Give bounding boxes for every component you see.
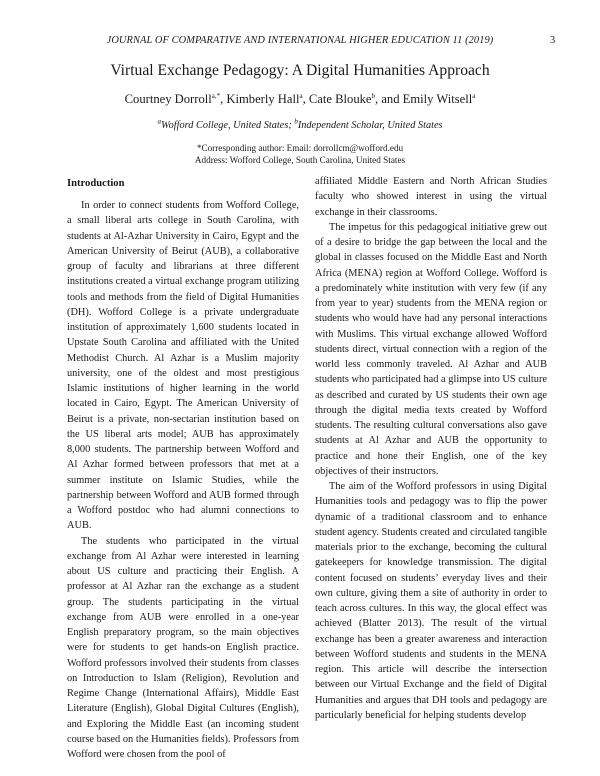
page-number: 3 [550, 35, 556, 46]
author-list: Courtney Dorroll$^{a,*}$, Kimberly Hall$^a$, Cate Blouke$^b$, and Emily Witsell$^a$ [124, 91, 476, 106]
author-affiliation-mark: a,* [211, 91, 221, 100]
column-right [315, 174, 547, 723]
author-address: Address: Wofford College, South Carolina, United States [194, 154, 406, 165]
author-affiliation-mark: b [371, 91, 376, 100]
author-name: Kimberly Hall [226, 92, 300, 106]
paragraph: The aim of the Wofford professors in using Digital Humanities tools and pedagogy was to flip the power dynamic of a traditional classroom and to enhance student agency. Students created and circulated tangible materials prior to the exchange, becoming the cultural gatekeepers for knowledge transmission. The digital content focused on students’ everyday lives and their own culture, giving them a site of authority in order to teach across cultures. In this way, the glocal effect was achieved (Blatter 2013). The result of the virtual exchange has been a greater awareness and interaction between Wofford students and students in the MENA region. This article will describe the intersection between our Virtual Exchange and the field of Digital Humanities and argues that DH tools and pedagogy are particularly beneficial for helping students develop [315, 481, 547, 721]
affiliations: $^a$Wofford College, United States; $^b$Independent Scholar, United States [157, 117, 443, 131]
paragraph: In order to connect students from Wofford College, a small liberal arts college in South Carolina, with students at Al-Azhar University in Cairo, Egypt and the American University of Beirut (AUB), a collaborative group of faculty and librarians at three different institutions created a virtual exchange program utilizing tools and methods from the field of Digital Humanities (DH). Wofford College is a private undergraduate institution of approximately 1,600 students located in Upstate South Carolina and affiliated with the United Methodist Church. Al Azhar is a Muslim majority university, one of the oldest and most prestigious Islamic institutions of higher learning in the world located in Cairo, Egypt. The American University of Beirut is a private, non-sectarian institution based on the US liberal arts model; AUB has approximately 8,000 students. The partnership between Wofford and Al Azhar formed between professors that met at a summer institute on Islamic Studies, while the partnership between Wofford and AUB formed through a Wofford postdoc who had alumni connections to AUB. [67, 200, 299, 532]
author-affiliation-mark: a [472, 91, 476, 100]
paragraph: affiliated Middle Eastern and North African Studies faculty who showed interest in using the virtual exchange in their classrooms. [315, 176, 547, 218]
section-heading: Introduction [67, 178, 125, 189]
author-affiliation-mark: a [299, 91, 303, 100]
article-title: Virtual Exchange Pedagogy: A Digital Humanities Approach [110, 62, 490, 79]
corresponding-author: *Corresponding author: Email: dorrollcm@wofford.edu [196, 143, 404, 153]
running-head: JOURNAL OF COMPARATIVE AND INTERNATIONAL HIGHER EDUCATION 11 (2019) [106, 35, 494, 46]
paragraph: The impetus for this pedagogical initiative grew out of a desire to bridge the gap between the local and the global in classes focused on the Middle East and North Africa (MENA) region at Wofford College. Wofford is a predominately white institution with very few (if any from year to year) students from the MENA region or students who would have had any personal interactions with Muslims. This virtual exchange allowed Wofford students direct, virtual connection with a region of the world less commonly traveled. Al Azhar and AUB students who participated had a glimpse into US culture as described and curated by US students their own age through the digital media texts created by Wofford students. The resulting cultural conversations also gave students at Al Azhar and AUB the opportunity to practice and hone their English, one of the key objectives of their instructors. [315, 221, 547, 477]
column-left [67, 176, 299, 762]
author-name: Courtney Dorroll [124, 92, 212, 106]
author-name: Emily Witsell [402, 92, 473, 106]
author-name: Cate Blouke [308, 92, 372, 106]
correspondence-block [0, 143, 600, 166]
paragraph: The students who participated in the virtual exchange from Al Azhar were interested in learning about US culture and practicing their English. A professor at Al Azhar ran the exchange as a student group. The students participating in the virtual exchange from AUB were enrolled in a one-year English preparatory program, so the main objectives were for students to get hands-on English practice. Wofford professors involved their students from classes on Introduction to Islam (Religion), Revolution and Regime Change (International Affairs), Middle East Literature (English), Global Digital Cultures (English), and Exploring the Middle East (an incoming student course based on the Humanities fields). Professors from Wofford were chosen from the pool of [67, 535, 299, 760]
